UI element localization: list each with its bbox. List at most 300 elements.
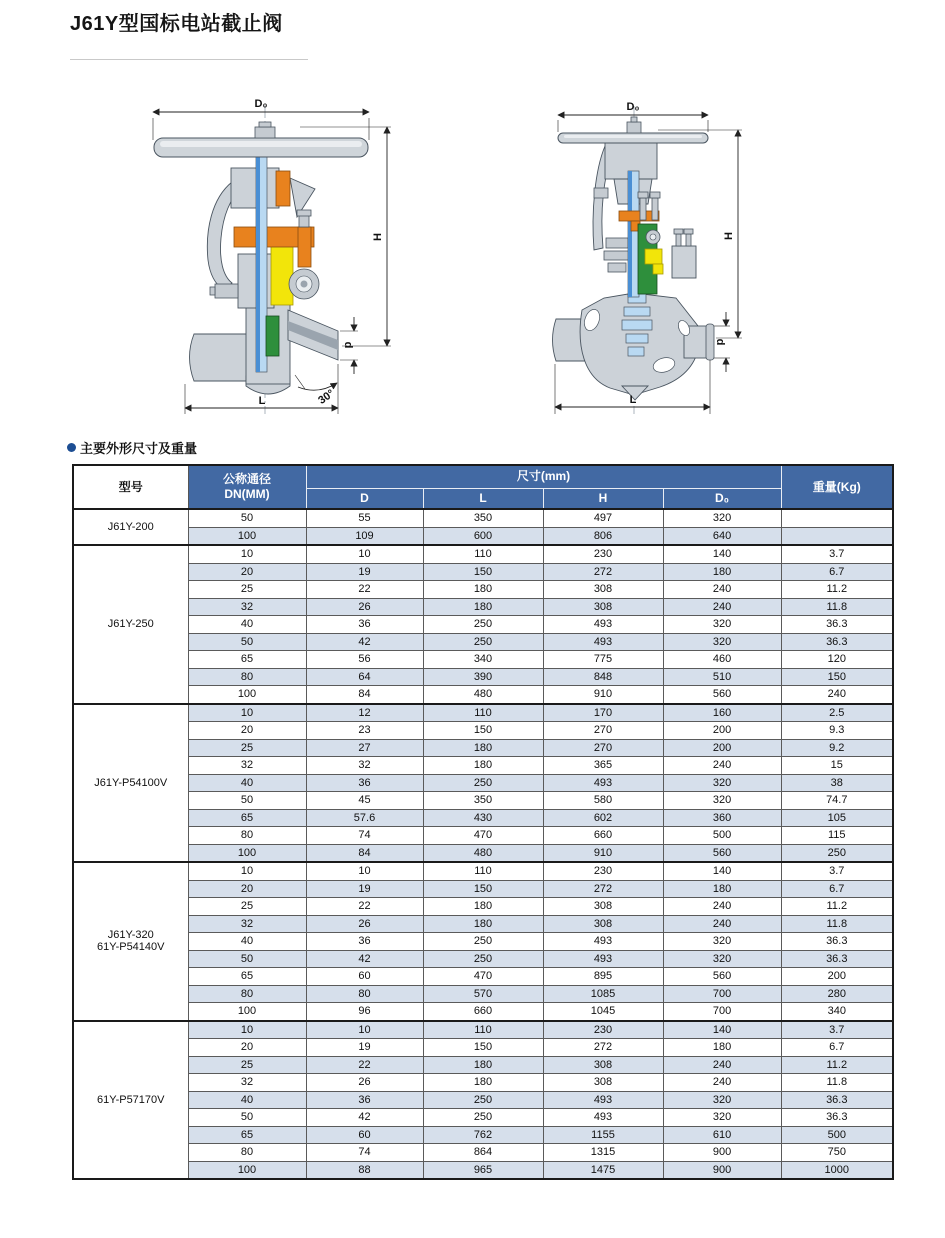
data-cell: 105: [781, 809, 893, 827]
data-cell: 493: [543, 950, 663, 968]
table-row: [73, 1074, 893, 1092]
data-cell: 1000: [781, 1161, 893, 1179]
data-cell: 320: [663, 616, 781, 634]
data-cell: 230: [543, 545, 663, 563]
data-cell: 96: [306, 1003, 423, 1021]
data-cell: 15: [781, 757, 893, 775]
data-cell: 80: [188, 827, 306, 845]
stem: [256, 156, 267, 372]
data-cell: 65: [188, 651, 306, 669]
data-cell: 150: [423, 1039, 543, 1057]
data-cell: 895: [543, 968, 663, 986]
data-cell: 170: [543, 704, 663, 722]
data-cell: 560: [663, 686, 781, 704]
data-cell: 6.7: [781, 1039, 893, 1057]
data-cell: 640: [663, 527, 781, 545]
data-cell: 250: [423, 1091, 543, 1109]
model-cell: [73, 509, 188, 545]
data-cell: 240: [781, 686, 893, 704]
data-cell: 19: [306, 880, 423, 898]
data-cell: 308: [543, 915, 663, 933]
model-group: [73, 509, 893, 545]
data-cell: 11.2: [781, 898, 893, 916]
model-cell: [73, 862, 188, 1021]
data-cell: 32: [306, 757, 423, 775]
model-label: 61Y-P54140V: [97, 941, 165, 954]
table-row: [73, 757, 893, 775]
bonnet-clamp: [276, 171, 290, 206]
table-row: [73, 633, 893, 651]
data-cell: 36.3: [781, 950, 893, 968]
table-row: [73, 774, 893, 792]
data-cell: 493: [543, 774, 663, 792]
data-cell: 848: [543, 668, 663, 686]
data-cell: 180: [423, 598, 543, 616]
table-row: [73, 616, 893, 634]
data-cell: 25: [188, 581, 306, 599]
data-cell: 3.7: [781, 1021, 893, 1039]
data-cell: 660: [423, 1003, 543, 1021]
data-cell: 36.3: [781, 933, 893, 951]
data-cell: 570: [423, 985, 543, 1003]
data-cell: 50: [188, 509, 306, 527]
data-cell: 775: [543, 651, 663, 669]
data-cell: 150: [423, 880, 543, 898]
table-header: [73, 465, 893, 509]
data-cell: 340: [423, 651, 543, 669]
data-cell: 910: [543, 686, 663, 704]
data-cell: 700: [663, 985, 781, 1003]
data-cell: 140: [663, 1021, 781, 1039]
data-cell: 11.8: [781, 915, 893, 933]
data-cell: 480: [423, 844, 543, 862]
data-cell: 110: [423, 704, 543, 722]
table-row: [73, 1056, 893, 1074]
table-row: [73, 898, 893, 916]
data-cell: 864: [423, 1144, 543, 1162]
data-cell: 50: [188, 1109, 306, 1127]
data-cell: 36: [306, 933, 423, 951]
data-cell: 230: [543, 862, 663, 880]
table-row: [73, 827, 893, 845]
model-label: 61Y-P57170V: [97, 1093, 165, 1106]
table-row: [73, 933, 893, 951]
data-cell: 493: [543, 1091, 663, 1109]
data-cell: 1155: [543, 1126, 663, 1144]
data-cell: 762: [423, 1126, 543, 1144]
data-cell: 22: [306, 1056, 423, 1074]
data-cell: 32: [188, 915, 306, 933]
data-cell: 430: [423, 809, 543, 827]
data-cell: [781, 527, 893, 545]
section-heading: [67, 438, 197, 457]
data-cell: 20: [188, 563, 306, 581]
model-label: J61Y-200: [107, 521, 154, 533]
data-cell: 750: [781, 1144, 893, 1162]
data-cell: 20: [188, 722, 306, 740]
data-cell: 40: [188, 616, 306, 634]
packing: [271, 243, 293, 305]
data-cell: 40: [188, 933, 306, 951]
data-cell: 1315: [543, 1144, 663, 1162]
table-row: [73, 651, 893, 669]
data-cell: 84: [306, 686, 423, 704]
table-row: [73, 1003, 893, 1021]
data-cell: 240: [663, 1074, 781, 1092]
data-cell: 65: [188, 968, 306, 986]
data-cell: 390: [423, 668, 543, 686]
table-row: [73, 1144, 893, 1162]
data-cell: 9.2: [781, 739, 893, 757]
data-cell: 25: [188, 898, 306, 916]
data-cell: 1475: [543, 1161, 663, 1179]
model-group: [73, 1021, 893, 1180]
data-cell: 270: [543, 722, 663, 740]
data-cell: [781, 509, 893, 527]
left-valve-drawing: [128, 88, 418, 428]
data-cell: 26: [306, 598, 423, 616]
data-cell: 180: [663, 1039, 781, 1057]
data-cell: 40: [188, 1091, 306, 1109]
bullet-icon: [67, 443, 76, 452]
dn-header-line1: 公称通径: [222, 472, 271, 486]
data-cell: 270: [543, 739, 663, 757]
data-cell: 26: [306, 915, 423, 933]
data-cell: 700: [663, 1003, 781, 1021]
table-row: [73, 1161, 893, 1179]
spec-table: [72, 464, 894, 1180]
data-cell: 74: [306, 827, 423, 845]
data-cell: 320: [663, 1109, 781, 1127]
data-cell: 240: [663, 757, 781, 775]
data-cell: 900: [663, 1144, 781, 1162]
dn-header-line2: DN(MM): [224, 487, 270, 501]
data-cell: 80: [306, 985, 423, 1003]
data-cell: 365: [543, 757, 663, 775]
table-row: [73, 739, 893, 757]
data-cell: 120: [781, 651, 893, 669]
table-row: [73, 1091, 893, 1109]
data-cell: 9.3: [781, 722, 893, 740]
data-cell: 36.3: [781, 1091, 893, 1109]
model-label: J61Y-P54100V: [94, 776, 168, 789]
data-cell: 180: [663, 563, 781, 581]
table-row: [73, 1126, 893, 1144]
table-row: [73, 509, 893, 527]
data-cell: 600: [423, 527, 543, 545]
data-cell: 88: [306, 1161, 423, 1179]
table-row: [73, 968, 893, 986]
table-row: [73, 527, 893, 545]
data-cell: 64: [306, 668, 423, 686]
data-cell: 150: [781, 668, 893, 686]
table-row: [73, 880, 893, 898]
model-cell: [73, 545, 188, 704]
data-cell: 240: [663, 1056, 781, 1074]
data-cell: 55: [306, 509, 423, 527]
data-cell: 42: [306, 633, 423, 651]
page-title: J61Y型国标电站截止阀: [70, 13, 283, 35]
data-cell: 50: [188, 950, 306, 968]
table-row: [73, 809, 893, 827]
model-cell: [73, 1021, 188, 1180]
data-cell: 84: [306, 844, 423, 862]
data-cell: 12: [306, 704, 423, 722]
table-row: [73, 985, 893, 1003]
col-header-h: H: [543, 488, 663, 509]
data-cell: 10: [306, 862, 423, 880]
col-header-model: 型号: [73, 465, 188, 509]
model-label: J61Y-250: [107, 618, 154, 631]
data-cell: 200: [663, 739, 781, 757]
dim-label-d0: D₀: [626, 101, 640, 113]
data-cell: 11.2: [781, 581, 893, 599]
data-cell: 320: [663, 509, 781, 527]
data-cell: 25: [188, 739, 306, 757]
data-cell: 100: [188, 1161, 306, 1179]
data-cell: 36: [306, 1091, 423, 1109]
data-cell: 250: [423, 774, 543, 792]
col-header-d0: D₀: [663, 488, 781, 509]
data-cell: 115: [781, 827, 893, 845]
data-cell: 11.8: [781, 1074, 893, 1092]
table-row: [73, 722, 893, 740]
data-cell: 140: [663, 862, 781, 880]
data-cell: 11.2: [781, 1056, 893, 1074]
data-cell: 10: [188, 862, 306, 880]
data-cell: 272: [543, 880, 663, 898]
data-cell: 100: [188, 686, 306, 704]
data-cell: 10: [188, 704, 306, 722]
data-cell: 320: [663, 774, 781, 792]
stem: [628, 171, 639, 297]
data-cell: 493: [543, 933, 663, 951]
data-cell: 250: [423, 633, 543, 651]
data-cell: 240: [663, 598, 781, 616]
data-cell: 200: [663, 722, 781, 740]
table-row: [73, 545, 893, 563]
col-header-weight: 重量(Kg): [781, 465, 893, 509]
data-cell: 610: [663, 1126, 781, 1144]
data-cell: 3.7: [781, 862, 893, 880]
data-cell: 200: [781, 968, 893, 986]
data-cell: 493: [543, 633, 663, 651]
data-cell: 74.7: [781, 792, 893, 810]
col-header-dn: [188, 465, 306, 509]
data-cell: 272: [543, 1039, 663, 1057]
section-heading-text: 主要外形尺寸及重量: [80, 441, 198, 456]
data-cell: 900: [663, 1161, 781, 1179]
data-cell: 180: [423, 739, 543, 757]
data-cell: 560: [663, 844, 781, 862]
table-row: [73, 563, 893, 581]
data-cell: 20: [188, 1039, 306, 1057]
data-cell: 250: [423, 950, 543, 968]
data-cell: 308: [543, 1074, 663, 1092]
data-cell: 500: [663, 827, 781, 845]
data-cell: 320: [663, 792, 781, 810]
data-cell: 27: [306, 739, 423, 757]
data-cell: 110: [423, 862, 543, 880]
model-group: [73, 862, 893, 1021]
data-cell: 80: [188, 1144, 306, 1162]
data-cell: 602: [543, 809, 663, 827]
table-row: [73, 950, 893, 968]
data-cell: 308: [543, 581, 663, 599]
table-row: [73, 686, 893, 704]
data-cell: 470: [423, 968, 543, 986]
table-row: [73, 704, 893, 722]
data-cell: 100: [188, 527, 306, 545]
data-cell: 910: [543, 844, 663, 862]
data-cell: 6.7: [781, 880, 893, 898]
data-cell: 470: [423, 827, 543, 845]
data-cell: 19: [306, 563, 423, 581]
data-cell: 480: [423, 686, 543, 704]
data-cell: 50: [188, 633, 306, 651]
data-cell: 100: [188, 844, 306, 862]
data-cell: 320: [663, 950, 781, 968]
seat: [266, 316, 279, 356]
model-label: J61Y-320: [107, 929, 154, 942]
data-cell: 10: [306, 545, 423, 563]
data-cell: 10: [188, 545, 306, 563]
data-cell: 240: [663, 581, 781, 599]
data-cell: 240: [663, 915, 781, 933]
table-row: [73, 792, 893, 810]
data-cell: 150: [423, 722, 543, 740]
dim-label-l: L: [258, 395, 266, 407]
right-valve-drawing: [508, 88, 798, 428]
data-cell: 60: [306, 1126, 423, 1144]
table-row: [73, 1109, 893, 1127]
packing: [638, 224, 663, 294]
data-cell: 180: [423, 581, 543, 599]
data-cell: 20: [188, 880, 306, 898]
data-cell: 660: [543, 827, 663, 845]
data-cell: 250: [423, 1109, 543, 1127]
data-cell: 150: [423, 563, 543, 581]
data-cell: 11.8: [781, 598, 893, 616]
table-row: [73, 581, 893, 599]
data-cell: 25: [188, 1056, 306, 1074]
data-cell: 493: [543, 1109, 663, 1127]
data-cell: 497: [543, 509, 663, 527]
data-cell: 80: [188, 985, 306, 1003]
dim-label-l: L: [629, 394, 637, 406]
data-cell: 65: [188, 1126, 306, 1144]
data-cell: 460: [663, 651, 781, 669]
data-cell: 160: [663, 704, 781, 722]
data-cell: 1045: [543, 1003, 663, 1021]
data-cell: 22: [306, 581, 423, 599]
table-row: [73, 598, 893, 616]
data-cell: 10: [188, 1021, 306, 1039]
data-cell: 26: [306, 1074, 423, 1092]
model-group: [73, 704, 893, 863]
table-row: [73, 1021, 893, 1039]
data-cell: 140: [663, 545, 781, 563]
table-row: [73, 915, 893, 933]
title-divider: [70, 59, 308, 60]
data-cell: 308: [543, 1056, 663, 1074]
data-cell: 1085: [543, 985, 663, 1003]
data-cell: 32: [188, 757, 306, 775]
data-cell: 110: [423, 545, 543, 563]
data-cell: 38: [781, 774, 893, 792]
col-header-size-group: 尺寸(mm): [306, 465, 781, 488]
data-cell: 360: [663, 809, 781, 827]
data-cell: 32: [188, 598, 306, 616]
table-row: [73, 668, 893, 686]
data-cell: 50: [188, 792, 306, 810]
data-cell: 272: [543, 563, 663, 581]
data-cell: 180: [423, 915, 543, 933]
data-cell: 36.3: [781, 1109, 893, 1127]
col-header-d: D: [306, 488, 423, 509]
data-cell: 580: [543, 792, 663, 810]
data-cell: 350: [423, 509, 543, 527]
data-cell: 42: [306, 950, 423, 968]
data-cell: 320: [663, 1091, 781, 1109]
data-cell: 180: [423, 1074, 543, 1092]
data-cell: 100: [188, 1003, 306, 1021]
data-cell: 42: [306, 1109, 423, 1127]
dim-label-h: H: [723, 232, 735, 240]
data-cell: 109: [306, 527, 423, 545]
data-cell: 60: [306, 968, 423, 986]
data-cell: 350: [423, 792, 543, 810]
data-cell: 250: [781, 844, 893, 862]
col-header-l: L: [423, 488, 543, 509]
table-row: [73, 1039, 893, 1057]
dim-label-d: d: [342, 341, 354, 349]
table-row: [73, 844, 893, 862]
data-cell: 57.6: [306, 809, 423, 827]
data-cell: 32: [188, 1074, 306, 1092]
data-cell: 56: [306, 651, 423, 669]
data-cell: 3.7: [781, 545, 893, 563]
data-cell: 806: [543, 527, 663, 545]
data-cell: 2.5: [781, 704, 893, 722]
dim-label-angle: 30°: [316, 387, 337, 407]
data-cell: 23: [306, 722, 423, 740]
data-cell: 340: [781, 1003, 893, 1021]
data-cell: 74: [306, 1144, 423, 1162]
dim-label-h: H: [372, 233, 384, 241]
data-cell: 19: [306, 1039, 423, 1057]
data-cell: 45: [306, 792, 423, 810]
data-cell: 500: [781, 1126, 893, 1144]
data-cell: 40: [188, 774, 306, 792]
data-cell: 320: [663, 933, 781, 951]
data-cell: 10: [306, 1021, 423, 1039]
data-cell: 6.7: [781, 563, 893, 581]
data-cell: 36.3: [781, 616, 893, 634]
data-cell: 180: [423, 757, 543, 775]
data-cell: 965: [423, 1161, 543, 1179]
data-cell: 560: [663, 968, 781, 986]
data-cell: 22: [306, 898, 423, 916]
data-cell: 308: [543, 598, 663, 616]
data-cell: 180: [423, 898, 543, 916]
data-cell: 250: [423, 933, 543, 951]
data-cell: 36: [306, 616, 423, 634]
data-cell: 308: [543, 898, 663, 916]
data-cell: 36: [306, 774, 423, 792]
data-cell: 320: [663, 633, 781, 651]
data-cell: 493: [543, 616, 663, 634]
